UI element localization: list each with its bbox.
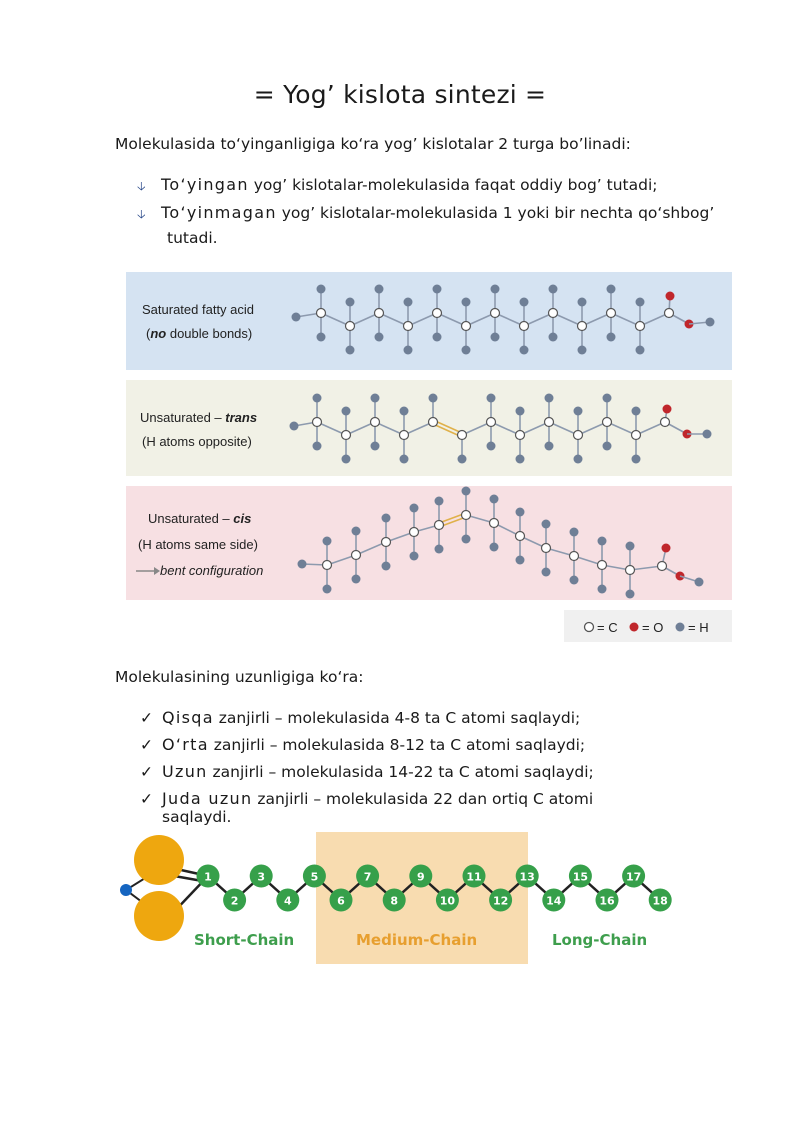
hydrogen-atom [570, 528, 579, 537]
hydrogen-atom [433, 285, 442, 294]
hydrogen-atom [371, 442, 380, 451]
hydrogen-atom [598, 537, 607, 546]
carbon-number-4: 4 [283, 894, 292, 908]
carbon-atom [462, 511, 471, 520]
fatty-acid-figure [124, 270, 734, 650]
term-very-long: Juda uzun [162, 789, 253, 808]
oxygen-legend-icon [630, 623, 639, 632]
saturated-title: Saturated fatty acid [142, 302, 255, 317]
hydrogen-atom [352, 575, 361, 584]
carbon-atom [435, 521, 444, 530]
hydrogen-atom [404, 346, 413, 355]
check-icon: ✓ [140, 790, 153, 808]
hydrogen-atom [487, 442, 496, 451]
list-item-medium [140, 735, 585, 754]
term-long-desc: zanjirli – molekulasida 14-22 ta C atomi saqlaydi; [207, 763, 594, 781]
hydrogen-atom [375, 333, 384, 342]
list-item-saturated [137, 175, 658, 198]
hydrogen-atom [491, 333, 500, 342]
carbon-number-8: 8 [390, 894, 399, 908]
hydrogen-atom [574, 455, 583, 464]
carbon-atom [603, 418, 612, 427]
oxygen-atom-large [134, 891, 184, 941]
carbon-number-9: 9 [416, 870, 425, 884]
carbon-atom [346, 322, 355, 331]
hydrogen-atom [382, 514, 391, 523]
list-item-unsaturated [137, 203, 714, 226]
list-item-very-long [140, 789, 593, 808]
hydrogen-atom [549, 285, 558, 294]
list-item-short [140, 708, 580, 727]
hydrogen-atom [346, 298, 355, 307]
hydrogen-atom [703, 430, 712, 439]
hydrogen-atom [410, 504, 419, 513]
arrow-down-bullet-icon: 🡣 [137, 207, 146, 221]
hydrogen-atom [607, 285, 616, 294]
carbon-atom [632, 431, 641, 440]
carbon-number-13: 13 [519, 870, 535, 884]
hydrogen-atom [433, 333, 442, 342]
trans-title: Unsaturated – trans [140, 410, 258, 425]
trans-subtitle: (H atoms opposite) [142, 434, 252, 449]
hydrogen-atom [462, 346, 471, 355]
short-chain-label: Short-Chain [194, 931, 295, 949]
legend-oxygen: = O [642, 620, 664, 635]
hydrogen-atom [516, 407, 525, 416]
carbon-atom [545, 418, 554, 427]
arrow-down-bullet-icon: 🡣 [137, 179, 146, 193]
chain-length-diagram [118, 828, 688, 968]
saturated-panel [126, 272, 732, 370]
hydrogen-atom [706, 318, 715, 327]
carbon-atom [487, 418, 496, 427]
hydrogen-atom [462, 487, 471, 496]
hydrogen-atom [400, 407, 409, 416]
carbon-number-10: 10 [439, 894, 456, 908]
term-long: Uzun [162, 762, 208, 781]
hydrogen-atom [352, 527, 361, 536]
check-icon: ✓ [140, 709, 153, 727]
medium-chain-label: Medium-Chain [356, 931, 478, 949]
hydrogen-atom [636, 298, 645, 307]
term-unsaturated: To‘yinmagan [161, 203, 277, 222]
hydrogen-atom [520, 298, 529, 307]
hydrogen-atom [120, 884, 132, 896]
carbon-atom [570, 552, 579, 561]
hydrogen-atom [313, 394, 322, 403]
hydrogen-atom [317, 285, 326, 294]
hydrogen-atom [292, 313, 301, 322]
hydrogen-atom [636, 346, 645, 355]
hydrogen-atom [516, 556, 525, 565]
term-short-desc: zanjirli – molekulasida 4-8 ta C atomi saqlaydi; [213, 709, 581, 727]
hydrogen-atom [435, 497, 444, 506]
hydrogen-atom [410, 552, 419, 561]
hydrogen-atom [549, 333, 558, 342]
hydrogen-atom [400, 455, 409, 464]
cis-title: Unsaturated – cis [148, 511, 252, 526]
hydrogen-atom [632, 407, 641, 416]
carbon-atom [516, 431, 525, 440]
carbon-number-6: 6 [337, 894, 345, 908]
carbon-number-16: 16 [599, 894, 615, 908]
hydrogen-atom [598, 585, 607, 594]
hydrogen-atom [542, 520, 551, 529]
cis-note: bent configuration [160, 563, 264, 578]
carbon-atom [636, 322, 645, 331]
hydrogen-atom [313, 442, 322, 451]
carbon-atom [382, 538, 391, 547]
long-chain-label: Long-Chain [552, 931, 648, 949]
carbon-atom [410, 528, 419, 537]
term-very-long-desc-continued: saqlaydi. [162, 808, 232, 825]
carbon-atom [626, 566, 635, 575]
carbon-atom [574, 431, 583, 440]
carbon-atom [352, 551, 361, 560]
check-icon: ✓ [140, 763, 153, 781]
carbon-atom [323, 561, 332, 570]
hydrogen-atom [626, 542, 635, 551]
hydrogen-atom [574, 407, 583, 416]
carbon-atom [491, 309, 500, 318]
carbon-atom [598, 561, 607, 570]
carbon-atom [371, 418, 380, 427]
hydrogen-atom [626, 590, 635, 599]
carbon-atom [400, 431, 409, 440]
hydrogen-atom [516, 455, 525, 464]
cis-subtitle: (H atoms same side) [138, 537, 258, 552]
carbon-atom [607, 309, 616, 318]
oxygen-atom-large [134, 835, 184, 885]
term-unsaturated-desc: yog’ kislotalar-molekulasida 1 yoki bir nechta qo‘shbog’ [276, 204, 715, 222]
carbon-atom [313, 418, 322, 427]
hydrogen-atom [695, 578, 704, 587]
hydrogen-atom [632, 455, 641, 464]
carbon-number-7: 7 [363, 870, 372, 884]
oxygen-atom [666, 292, 675, 301]
carbon-number-11: 11 [466, 870, 482, 884]
carbon-number-18: 18 [652, 894, 668, 908]
hydrogen-atom [323, 537, 332, 546]
carbon-atom [375, 309, 384, 318]
term-unsaturated-desc-continued: tutadi. [167, 229, 218, 247]
carbon-atom [665, 309, 674, 318]
hydrogen-atom [516, 508, 525, 517]
hydrogen-atom [491, 285, 500, 294]
carbon-number-15: 15 [572, 870, 589, 884]
hydrogen-atom [542, 568, 551, 577]
hydrogen-atom [290, 422, 299, 431]
hydrogen-atom [487, 394, 496, 403]
hydrogen-atom [323, 585, 332, 594]
page-title: = Yog’ kislota sintezi = [253, 80, 547, 109]
legend-hydrogen: = H [688, 620, 709, 635]
carbon-atom [578, 322, 587, 331]
carbon-number-14: 14 [546, 894, 562, 908]
hydrogen-atom [298, 560, 307, 569]
hydrogen-atom [603, 442, 612, 451]
term-saturated-desc: yog’ kislotalar-molekulasida faqat oddiy bog’ tutadi; [248, 176, 658, 194]
carbon-atom [661, 418, 670, 427]
trans-panel [126, 380, 732, 476]
hydrogen-atom [545, 394, 554, 403]
carbon-atom [462, 322, 471, 331]
carbon-number-12: 12 [492, 894, 509, 908]
hydrogen-atom [570, 576, 579, 585]
carbon-number-2: 2 [230, 894, 239, 908]
hydrogen-atom [382, 562, 391, 571]
carbon-number-5: 5 [310, 870, 319, 884]
hydrogen-atom [603, 394, 612, 403]
saturated-subtitle: (no double bonds) [146, 326, 253, 341]
check-icon: ✓ [140, 736, 153, 754]
hydrogen-legend-icon [676, 623, 685, 632]
term-saturated: To‘yingan [161, 175, 249, 194]
intro-paragraph-length: Molekulasining uzunligiga ko‘ra: [115, 668, 364, 686]
oxygen-atom [662, 544, 671, 553]
carbon-atom [542, 544, 551, 553]
carbon-atom [429, 418, 438, 427]
hydrogen-atom [490, 495, 499, 504]
term-short: Qisqa [162, 708, 214, 727]
hydrogen-atom [462, 298, 471, 307]
hydrogen-atom [520, 346, 529, 355]
carbon-atom [317, 309, 326, 318]
hydrogen-atom [490, 543, 499, 552]
hydrogen-atom [545, 442, 554, 451]
hydrogen-atom [435, 545, 444, 554]
carbon-atom [658, 562, 667, 571]
hydrogen-atom [371, 394, 380, 403]
hydrogen-atom [317, 333, 326, 342]
carbon-number-3: 3 [257, 870, 266, 884]
intro-paragraph-saturation: Molekulasida to‘yinganligiga ko‘ra yog’ kislotalar 2 turga bo’linadi: [115, 135, 631, 153]
carbon-atom [490, 519, 499, 528]
carbon-atom [342, 431, 351, 440]
term-medium-desc: zanjirli – molekulasida 8-12 ta C atomi saqlaydi; [208, 736, 586, 754]
hydrogen-atom [607, 333, 616, 342]
carbon-number-1: 1 [204, 870, 212, 884]
oxygen-atom [663, 405, 672, 414]
hydrogen-atom [429, 394, 438, 403]
carbon-number-17: 17 [625, 870, 642, 884]
hydrogen-atom [342, 407, 351, 416]
hydrogen-atom [458, 455, 467, 464]
hydrogen-atom [578, 346, 587, 355]
hydrogen-atom [578, 298, 587, 307]
carbon-atom [458, 431, 467, 440]
hydrogen-atom [462, 535, 471, 544]
term-very-long-desc: zanjirli – molekulasida 22 dan ortiq C atomi [252, 790, 594, 808]
carbon-atom [520, 322, 529, 331]
hydrogen-atom [404, 298, 413, 307]
hydrogen-atom [375, 285, 384, 294]
carbon-atom [549, 309, 558, 318]
legend-carbon: = C [597, 620, 618, 635]
carbon-atom [516, 532, 525, 541]
hydrogen-atom [342, 455, 351, 464]
hydrogen-atom [346, 346, 355, 355]
carbon-atom [404, 322, 413, 331]
list-item-long [140, 762, 594, 781]
carbon-legend-icon [585, 623, 594, 632]
carbon-atom [433, 309, 442, 318]
term-medium: O‘rta [162, 735, 209, 754]
